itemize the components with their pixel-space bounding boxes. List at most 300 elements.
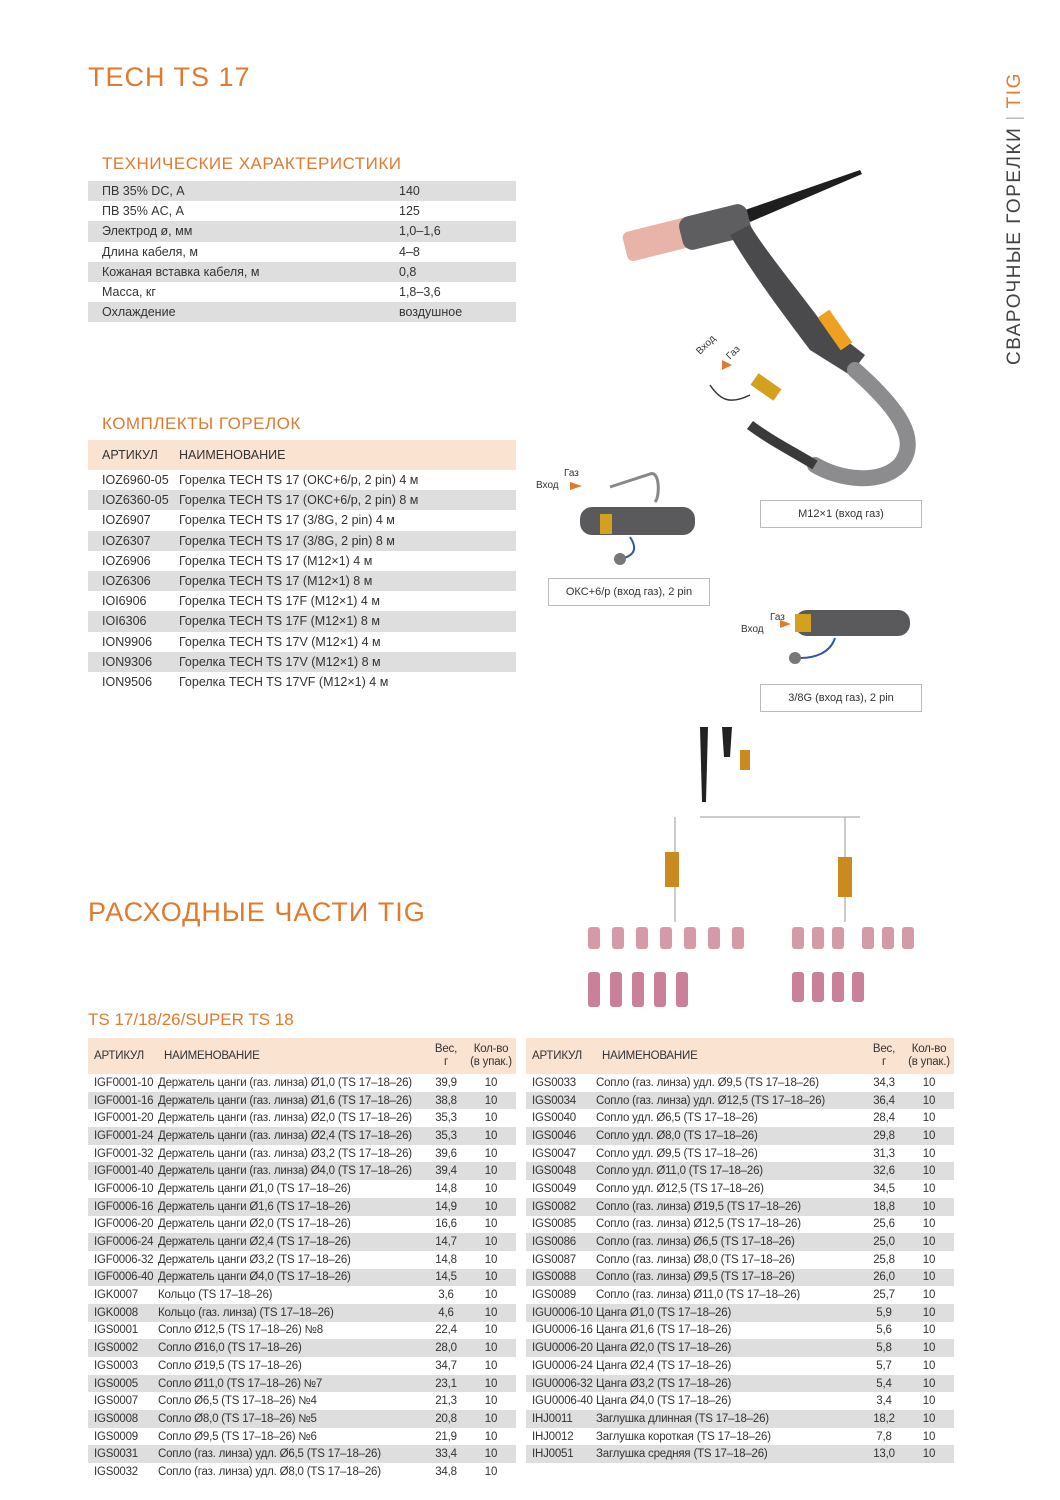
part-row (88, 1375, 516, 1393)
part-article: IGK0008 (88, 1304, 158, 1322)
part-article: IGS0048 (526, 1162, 596, 1180)
part-article: IGF0001-16 (88, 1092, 158, 1110)
part-row (88, 1198, 516, 1216)
part-article: IGS0002 (88, 1339, 158, 1357)
part-article: IGS0049 (532, 1182, 576, 1195)
part-qty: 10 (922, 1076, 936, 1089)
part-row (88, 1304, 516, 1322)
part-row (88, 1216, 516, 1234)
part-qty: 10 (466, 1304, 516, 1322)
part-row (88, 1410, 516, 1428)
part-weight: 29,8 (864, 1127, 904, 1145)
part-qty: 10 (484, 1324, 498, 1337)
kits-col-article: АРТИКУЛ (88, 440, 179, 470)
kits-header-row (88, 440, 516, 470)
part-weight: 23,1 (426, 1375, 466, 1393)
part-weight: 3,6 (438, 1289, 454, 1302)
part-article: IGS0003 (94, 1359, 138, 1372)
part-qty: 10 (922, 1395, 936, 1408)
kit-name: Горелка TECH TS 17 (M12×1) 4 м (179, 553, 373, 568)
part-weight: 7,8 (876, 1430, 892, 1443)
part-name: Держатель цанги (газ. линза) Ø1,0 (TS 17–18–26) (158, 1076, 412, 1089)
part-article: IGF0006-32 (94, 1253, 154, 1266)
part-row (526, 1074, 954, 1092)
part-row (526, 1127, 954, 1145)
part-weight: 14,9 (426, 1198, 466, 1216)
torch-label-gas: Газ (724, 343, 743, 363)
part-name: Заглушка короткая (TS 17–18–26) (596, 1430, 771, 1443)
part-article: IGS0046 (526, 1127, 596, 1145)
part-article: IHJ0011 (526, 1410, 596, 1428)
part-weight: 14,5 (426, 1269, 466, 1287)
part-weight: 25,0 (864, 1233, 904, 1251)
oks-plug (600, 514, 612, 534)
part-qty: 10 (922, 1359, 936, 1372)
part-article: IGF0001-20 (94, 1112, 154, 1125)
spec-label: ПВ 35% AC, А (102, 204, 184, 219)
weight-header-line2: г (882, 1056, 886, 1068)
part-name: Держатель цанги Ø2,4 (TS 17–18–26) (158, 1233, 426, 1251)
spec-value: 0,8 (399, 262, 516, 282)
kit-row (88, 470, 516, 490)
part-article: IGS0007 (94, 1395, 138, 1408)
spec-label: Длина кабеля, м (102, 244, 198, 259)
part-weight: 18,2 (864, 1410, 904, 1428)
part-weight: 4,6 (426, 1304, 466, 1322)
callout-m12: M12×1 (вход газ) (760, 500, 922, 528)
part-weight: 31,3 (873, 1147, 895, 1160)
part-article: IGK0007 (94, 1289, 138, 1302)
part-article: IGF0001-40 (88, 1162, 158, 1180)
part-name: Сопло Ø16,0 (TS 17–18–26) (158, 1339, 426, 1357)
part-weight: 5,6 (876, 1324, 892, 1337)
part-name: Сопло (газ. линза) Ø11,0 (TS 17–18–26) (596, 1289, 801, 1302)
part-row (526, 1216, 954, 1234)
part-weight: 5,7 (876, 1359, 892, 1372)
part-name: Сопло (газ. линза) удл. Ø8,0 (TS 17–18–26) (158, 1465, 381, 1478)
part-name: Сопло удл. Ø9,5 (TS 17–18–26) (596, 1147, 758, 1160)
part-article: IGS0088 (526, 1269, 596, 1287)
spec-label: ПВ 35% DC, А (88, 181, 399, 201)
part-qty: 10 (466, 1445, 516, 1463)
part-weight: 34,8 (435, 1465, 457, 1478)
part-article: IGF0006-10 (94, 1182, 154, 1195)
kit-name: Горелка TECH TS 17V (M12×1) 8 м (179, 652, 516, 672)
torch-handle (730, 225, 865, 375)
g38-connector-illustration (735, 588, 915, 678)
part-qty: 10 (466, 1233, 516, 1251)
part-weight: 3,4 (876, 1395, 892, 1408)
part-article: IGS0047 (532, 1147, 576, 1160)
nozzle-row-2 (588, 972, 864, 1007)
part-qty: 10 (484, 1395, 498, 1408)
part-row (526, 1269, 954, 1287)
part-article: IGS0082 (526, 1198, 596, 1216)
consumables-diagram (580, 722, 920, 1022)
part-qty: 10 (484, 1147, 498, 1160)
spec-value: 1,8–3,6 (399, 285, 441, 300)
part-row (88, 1392, 516, 1410)
part-weight: 34,3 (873, 1076, 895, 1089)
torch-wire (710, 385, 750, 400)
qty-header-line1: Кол-во (911, 1043, 947, 1055)
kit-article: IOI6306 (88, 611, 179, 631)
part-article: IHJ0012 (532, 1430, 574, 1443)
collet-body (665, 852, 679, 887)
part-article: IGU0006-16 (532, 1324, 593, 1337)
part-article: IGS0009 (94, 1430, 138, 1443)
part-weight: 25,8 (873, 1253, 895, 1266)
part-weight: 34,7 (435, 1359, 457, 1372)
part-name: Держатель цанги (газ. линза) Ø2,0 (TS 17–18–26) (158, 1112, 412, 1125)
spec-row (88, 242, 516, 262)
part-qty: 10 (466, 1162, 516, 1180)
part-weight: 28,0 (426, 1339, 466, 1357)
part-article: IGS0034 (526, 1092, 596, 1110)
part-article: IGU0006-20 (526, 1339, 596, 1357)
parts-right-col-qty (904, 1038, 954, 1074)
spec-value: 4–8 (399, 244, 420, 259)
part-row (526, 1198, 954, 1216)
kit-name: Горелка TECH TS 17F (M12×1) 8 м (179, 611, 516, 631)
part-weight: 14,7 (426, 1233, 466, 1251)
part-name: Сопло Ø11,0 (TS 17–18–26) №7 (158, 1375, 426, 1393)
specs-table (88, 181, 516, 322)
spec-label: Кожаная вставка кабеля, м (88, 262, 399, 282)
part-row (526, 1339, 954, 1357)
torch-cable (815, 370, 908, 478)
part-qty: 10 (904, 1339, 954, 1357)
part-row (88, 1162, 516, 1180)
part-name: Цанга Ø2,0 (TS 17–18–26) (596, 1339, 864, 1357)
weight-header-line1: Вес, (872, 1043, 896, 1055)
part-row (88, 1445, 516, 1463)
kit-article: IOZ6306 (88, 571, 179, 591)
part-name: Сопло Ø6,5 (TS 17–18–26) №4 (158, 1395, 317, 1408)
part-name: Держатель цанги Ø3,2 (TS 17–18–26) (158, 1253, 351, 1266)
kits-heading: КОМПЛЕКТЫ ГОРЕЛОК (102, 414, 301, 433)
part-name: Заглушка средняя (TS 17–18–26) (596, 1445, 864, 1463)
series-heading: TS 17/18/26/SUPER TS 18 (88, 1010, 294, 1029)
part-row (526, 1428, 954, 1446)
part-name: Сопло Ø8,0 (TS 17–18–26) №5 (158, 1410, 426, 1428)
part-row (88, 1074, 516, 1092)
part-article: IGS0001 (94, 1324, 138, 1337)
torch-illustration (600, 160, 940, 490)
part-weight: 39,9 (435, 1076, 457, 1089)
spec-row (88, 302, 516, 322)
kit-article: IOZ6360-05 (88, 490, 179, 510)
part-article: IGS0085 (532, 1218, 576, 1231)
part-row (526, 1251, 954, 1269)
kit-name: Горелка TECH TS 17 (M12×1) 8 м (179, 571, 516, 591)
part-row (526, 1375, 954, 1393)
part-row (88, 1092, 516, 1110)
part-weight: 35,3 (435, 1112, 457, 1125)
part-qty: 10 (466, 1198, 516, 1216)
part-qty: 10 (466, 1375, 516, 1393)
callout-38g: 3/8G (вход газ), 2 pin (760, 684, 922, 712)
part-row (88, 1463, 516, 1481)
part-row (88, 1322, 516, 1340)
part-row (88, 1251, 516, 1269)
part-row (526, 1109, 954, 1127)
part-weight: 36,4 (864, 1092, 904, 1110)
electrode-cap (745, 170, 862, 222)
part-name: Сопло (газ. линза) Ø19,5 (TS 17–18–26) (596, 1198, 864, 1216)
part-name: Сопло удл. Ø11,0 (TS 17–18–26) (596, 1162, 864, 1180)
part-weight: 18,8 (864, 1198, 904, 1216)
part-name: Держатель цанги Ø1,6 (TS 17–18–26) (158, 1198, 426, 1216)
kit-name: Горелка TECH TS 17V (M12×1) 4 м (179, 634, 381, 649)
part-weight: 26,0 (864, 1269, 904, 1287)
part-qty: 10 (922, 1147, 936, 1160)
part-weight: 34,5 (873, 1182, 895, 1195)
parts-left-col-weight (426, 1038, 466, 1074)
part-weight: 25,6 (873, 1218, 895, 1231)
qty-header-line1: Кол-во (473, 1043, 509, 1055)
part-name: Кольцо (газ. линза) (TS 17–18–26) (158, 1304, 426, 1322)
part-name: Сопло Ø12,5 (TS 17–18–26) №8 (158, 1324, 323, 1337)
part-name: Держатель цанги Ø1,0 (TS 17–18–26) (158, 1182, 351, 1195)
part-article: IGF0001-32 (94, 1147, 154, 1160)
part-row (526, 1322, 954, 1340)
part-name: Сопло (газ. линза) Ø6,5 (TS 17–18–26) (596, 1233, 864, 1251)
part-weight: 21,3 (435, 1395, 457, 1408)
parts-heading: РАСХОДНЫЕ ЧАСТИ TIG (88, 897, 426, 927)
part-article: IGS0033 (532, 1076, 576, 1089)
torch-label-in: Вход (694, 333, 719, 358)
kit-row (88, 510, 516, 530)
specs-heading: ТЕХНИЧЕСКИЕ ХАРАКТЕРИСТИКИ (102, 154, 402, 173)
part-qty: 10 (904, 1233, 954, 1251)
parts-left-header (88, 1038, 516, 1074)
spec-row (88, 282, 516, 302)
part-row (88, 1269, 516, 1287)
part-qty: 10 (904, 1445, 954, 1463)
part-name: Цанга Ø4,0 (TS 17–18–26) (596, 1395, 732, 1408)
kit-name: Горелка TECH TS 17 (3/8G, 2 pin) 8 м (179, 531, 516, 551)
part-name: Цанга Ø2,4 (TS 17–18–26) (596, 1359, 732, 1372)
part-article: IGS0008 (88, 1410, 158, 1428)
short-back-cap (722, 727, 732, 757)
part-qty: 10 (922, 1324, 936, 1337)
part-name: Держатель цанги (газ. линза) Ø4,0 (TS 17–18–26) (158, 1162, 426, 1180)
part-qty: 10 (904, 1410, 954, 1428)
part-row (88, 1180, 516, 1198)
part-qty: 10 (904, 1375, 954, 1393)
nozzle-row-1 (588, 927, 914, 949)
part-row (526, 1410, 954, 1428)
part-name: Сопло Ø19,5 (TS 17–18–26) (158, 1359, 302, 1372)
spec-value: 125 (399, 204, 420, 219)
part-name: Держатель цанги Ø4,0 (TS 17–18–26) (158, 1269, 426, 1287)
part-qty: 10 (466, 1092, 516, 1110)
part-row (526, 1445, 954, 1463)
part-name: Кольцо (TS 17–18–26) (158, 1289, 273, 1302)
oks-connector-illustration (530, 462, 710, 572)
part-article: IGU0006-40 (532, 1395, 593, 1408)
side-label-separator: | (1004, 114, 1025, 121)
side-category-label (1004, 72, 1026, 365)
parts-right-col-article: АРТИКУЛ (526, 1038, 596, 1074)
parts-right-col-weight (864, 1038, 904, 1074)
kit-row (88, 531, 516, 551)
part-weight: 28,4 (873, 1112, 895, 1125)
part-name: Сопло (газ. линза) Ø9,5 (TS 17–18–26) (596, 1269, 864, 1287)
kit-name: Горелка TECH TS 17F (M12×1) 4 м (179, 594, 380, 609)
spec-label: Охлаждение (88, 302, 399, 322)
kit-row (88, 490, 516, 510)
part-row (526, 1233, 954, 1251)
part-article: IGS0040 (532, 1112, 576, 1125)
part-qty: 10 (484, 1430, 498, 1443)
part-qty: 10 (922, 1289, 936, 1302)
part-qty: 10 (484, 1253, 498, 1266)
kit-row (88, 591, 516, 611)
part-row (526, 1162, 954, 1180)
part-weight: 5,9 (864, 1304, 904, 1322)
part-name: Сопло удл. Ø8,0 (TS 17–18–26) (596, 1127, 864, 1145)
cable-end (750, 425, 815, 465)
part-article: IGF0001-10 (94, 1076, 154, 1089)
part-weight: 21,9 (435, 1430, 457, 1443)
kits-table (88, 440, 516, 692)
parts-table-left (88, 1038, 516, 1481)
part-row (88, 1109, 516, 1127)
oks-gas-arrow-icon (570, 482, 582, 490)
part-row (526, 1180, 954, 1198)
part-name: Заглушка длинная (TS 17–18–26) (596, 1410, 864, 1428)
spec-row (88, 262, 516, 282)
part-qty: 10 (466, 1127, 516, 1145)
part-row (526, 1145, 954, 1163)
kit-row (88, 652, 516, 672)
parts-table-right (526, 1038, 954, 1463)
part-article: IGS0005 (88, 1375, 158, 1393)
part-name: Сопло (газ. линза) удл. Ø12,5 (TS 17–18–26) (596, 1092, 864, 1110)
part-row (88, 1357, 516, 1375)
part-weight: 35,3 (426, 1127, 466, 1145)
g38-control-plug (789, 652, 801, 664)
part-weight: 14,8 (435, 1182, 457, 1195)
part-name: Сопло удл. Ø12,5 (TS 17–18–26) (596, 1182, 764, 1195)
kit-name: Горелка TECH TS 17 (3/8G, 2 pin) 4 м (179, 513, 395, 528)
weight-header-line2: г (444, 1056, 448, 1068)
part-qty: 10 (484, 1465, 498, 1478)
kit-article: IOZ6907 (102, 513, 151, 528)
part-row (526, 1304, 954, 1322)
kit-row (88, 632, 516, 652)
part-row (88, 1145, 516, 1163)
side-label-accent: TIG (1004, 72, 1025, 109)
oks-control-plug (614, 553, 626, 565)
part-qty: 10 (922, 1253, 936, 1266)
part-weight: 14,8 (435, 1253, 457, 1266)
part-weight: 5,4 (864, 1375, 904, 1393)
qty-header-line2: (в упак.) (908, 1056, 950, 1068)
kits-col-name: НАИМЕНОВАНИЕ (179, 440, 516, 470)
spec-row (88, 201, 516, 221)
part-name: Сопло (газ. линза) Ø12,5 (TS 17–18–26) (596, 1218, 801, 1231)
weight-header-line1: Вес, (434, 1043, 458, 1055)
part-row (526, 1092, 954, 1110)
spec-value: 140 (399, 181, 516, 201)
part-weight: 20,8 (426, 1410, 466, 1428)
part-name: Сопло (газ. линза) удл. Ø9,5 (TS 17–18–26) (596, 1076, 819, 1089)
part-qty: 10 (484, 1112, 498, 1125)
part-article: IGS0031 (88, 1445, 158, 1463)
g38-handle-end (795, 610, 910, 636)
part-qty: 10 (904, 1092, 954, 1110)
kit-row (88, 551, 516, 571)
spec-value: воздушное (399, 302, 516, 322)
part-qty: 10 (484, 1289, 498, 1302)
part-article: IGS0086 (526, 1233, 596, 1251)
part-weight: 32,6 (864, 1162, 904, 1180)
part-row (526, 1357, 954, 1375)
kit-article: ION9906 (102, 634, 153, 649)
part-weight: 39,4 (426, 1162, 466, 1180)
oks-label-in: Вход (536, 480, 559, 491)
part-article: IHJ0051 (526, 1445, 596, 1463)
part-qty: 10 (904, 1198, 954, 1216)
part-article: IGF0006-40 (88, 1269, 158, 1287)
part-row (88, 1286, 516, 1304)
part-qty: 10 (484, 1076, 498, 1089)
parts-left-col-name: НАИМЕНОВАНИЕ (158, 1038, 426, 1074)
part-row (526, 1286, 954, 1304)
part-qty: 10 (466, 1269, 516, 1287)
gas-lens-body (838, 857, 852, 897)
part-row (526, 1392, 954, 1410)
part-weight: 38,8 (426, 1092, 466, 1110)
part-name: Сопло удл. Ø6,5 (TS 17–18–26) (596, 1112, 758, 1125)
part-qty: 10 (484, 1182, 498, 1195)
part-qty: 10 (466, 1339, 516, 1357)
part-weight: 5,8 (864, 1339, 904, 1357)
part-article: IGF0006-24 (88, 1233, 158, 1251)
g38-control-cable (800, 638, 835, 658)
part-qty: 10 (904, 1269, 954, 1287)
collet (740, 750, 750, 770)
kit-name: Горелка TECH TS 17 (ОКС+6/р, 2 pin) 8 м (179, 490, 516, 510)
part-name: Цанга Ø1,6 (TS 17–18–26) (596, 1324, 732, 1337)
part-weight: 16,6 (435, 1218, 457, 1231)
part-row (88, 1428, 516, 1446)
spec-value: 1,0–1,6 (399, 221, 516, 241)
part-name: Держатель цанги Ø2,0 (TS 17–18–26) (158, 1218, 351, 1231)
qty-header-line2: (в упак.) (470, 1056, 512, 1068)
part-qty: 10 (922, 1112, 936, 1125)
parts-left-col-qty (466, 1038, 516, 1074)
part-name: Сопло (газ. линза) удл. Ø6,5 (TS 17–18–26) (158, 1445, 426, 1463)
part-weight: 25,7 (873, 1289, 895, 1302)
part-article: IGU0006-32 (526, 1375, 596, 1393)
g38-fitting (795, 614, 811, 632)
part-name: Держатель цанги (газ. линза) Ø3,2 (TS 17–18–26) (158, 1147, 412, 1160)
part-weight: 13,0 (864, 1445, 904, 1463)
spec-label: Масса, кг (102, 285, 156, 300)
oks-gas-hose (610, 474, 658, 502)
spec-row (88, 221, 516, 241)
parts-right-header (526, 1038, 954, 1074)
part-article: IGS0089 (532, 1289, 576, 1302)
part-qty: 10 (922, 1430, 936, 1443)
part-row (88, 1233, 516, 1251)
part-article: IGF0006-20 (94, 1218, 154, 1231)
page-title: TECH TS 17 (88, 62, 251, 92)
